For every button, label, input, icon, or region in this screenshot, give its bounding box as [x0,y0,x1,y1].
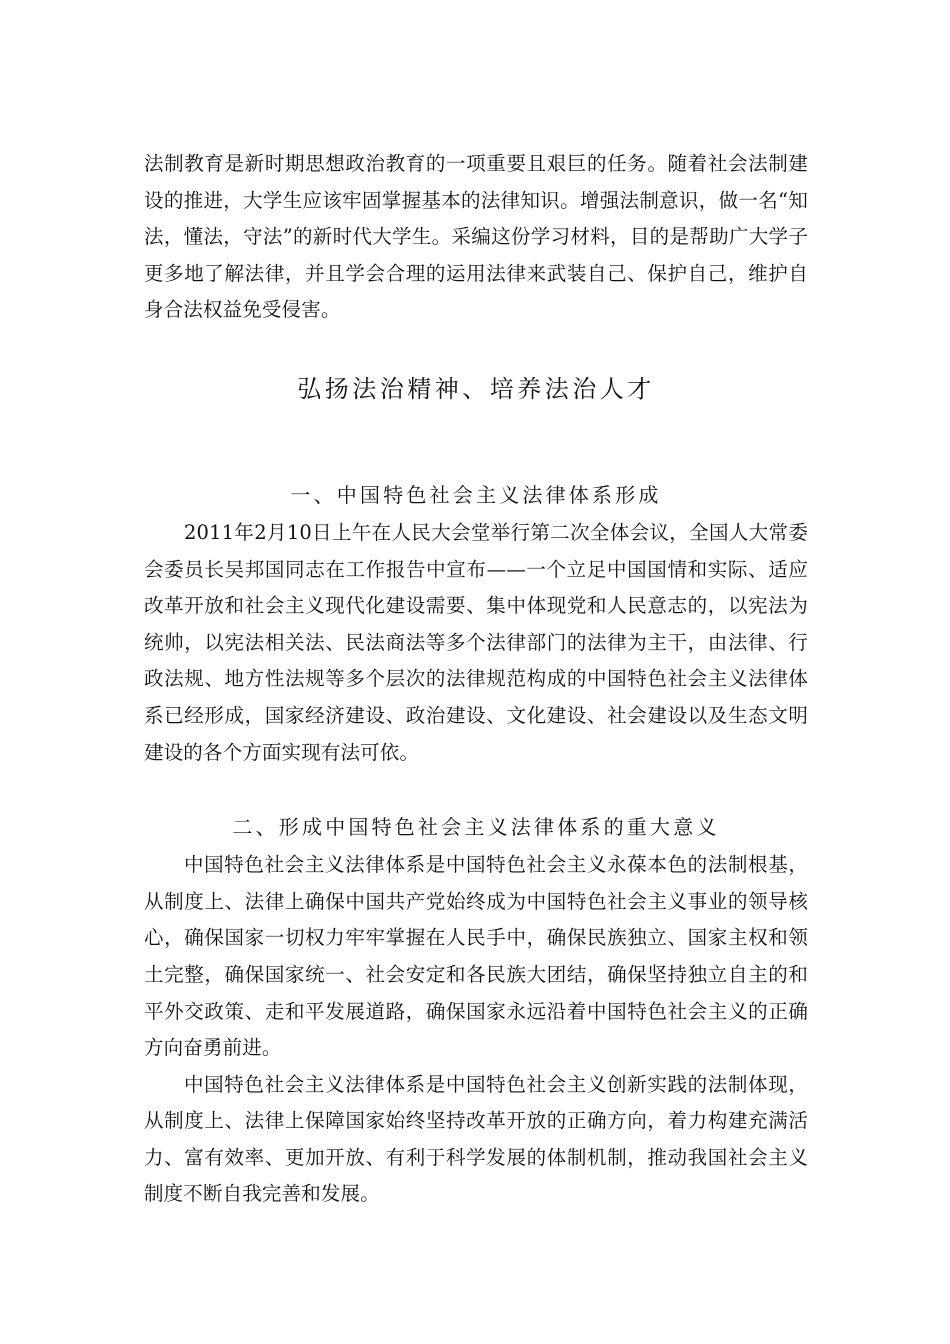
document-title: 弘扬法治精神、培养法治人才 [297,374,655,403]
section-paragraph: 中国特色社会主义法律体系是中国特色社会主义创新实践的法制体现，从制度上、法律上保障国家始终坚持改革开放的正确方向，着力构建充满活力、富有效率、更加开放、有利于科学发展的体制机制，推动我国社会主义制度不断自我完善和发展。 [144,1072,808,1206]
title-block [144,369,808,409]
section-heading: 二、形成中国特色社会主义法律体系的重大意义 [232,815,720,840]
section-paragraph: 中国特色社会主义法律体系是中国特色社会主义永葆本色的法制根基，从制度上、法律上确保中国共产党始终成为中国特色社会主义事业的领导核心，确保国家一切权力牢牢掌握在人民手中，确保民族独立、国家主权和领土完整，确保国家统一、社会安定和各民族大团结，确保坚持独立自主的和平外交政策、走和平发展道路，确保国家永远沿着中国特色社会主义的正确方向奋勇前进。 [144,853,808,1060]
section-1 [144,477,808,771]
intro-paragraph: 法制教育是新时期思想政治教育的一项重要且艰巨的任务。随着社会法制建设的推进，大学生应该牢固掌握基本的法律知识。增强法制意识，做一名“知法，懂法，守法”的新时代大学生。采编这份学习材料，目的是帮助广大学子更多地了解法律，并且学会合理的运用法律来武装自己、保护自己，维护自身合法权益免受侵害。 [144,152,808,322]
section-heading: 一、中国特色社会主义法律体系形成 [290,482,662,507]
section-2 [144,809,808,1213]
document-body [144,146,808,1213]
section-paragraph: 2011年2月10日上午在人民大会堂举行第二次全体会议，全国人大常委会委员长吴邦国同志在工作报告中宣布——一个立足中国国情和实际、适应改革开放和社会主义现代化建设需要、集中体现党和人民意志的，以宪法为统帅，以宪法相关法、民法商法等多个法律部门的法律为主干，由法律、行政法规、地方性法规等多个层次的法律规范构成的中国特色社会主义法律体系已经形成，国家经济建设、政治建设、文化建设、社会建设以及生态文明建设的各个方面实现有法可依。 [144,520,808,764]
